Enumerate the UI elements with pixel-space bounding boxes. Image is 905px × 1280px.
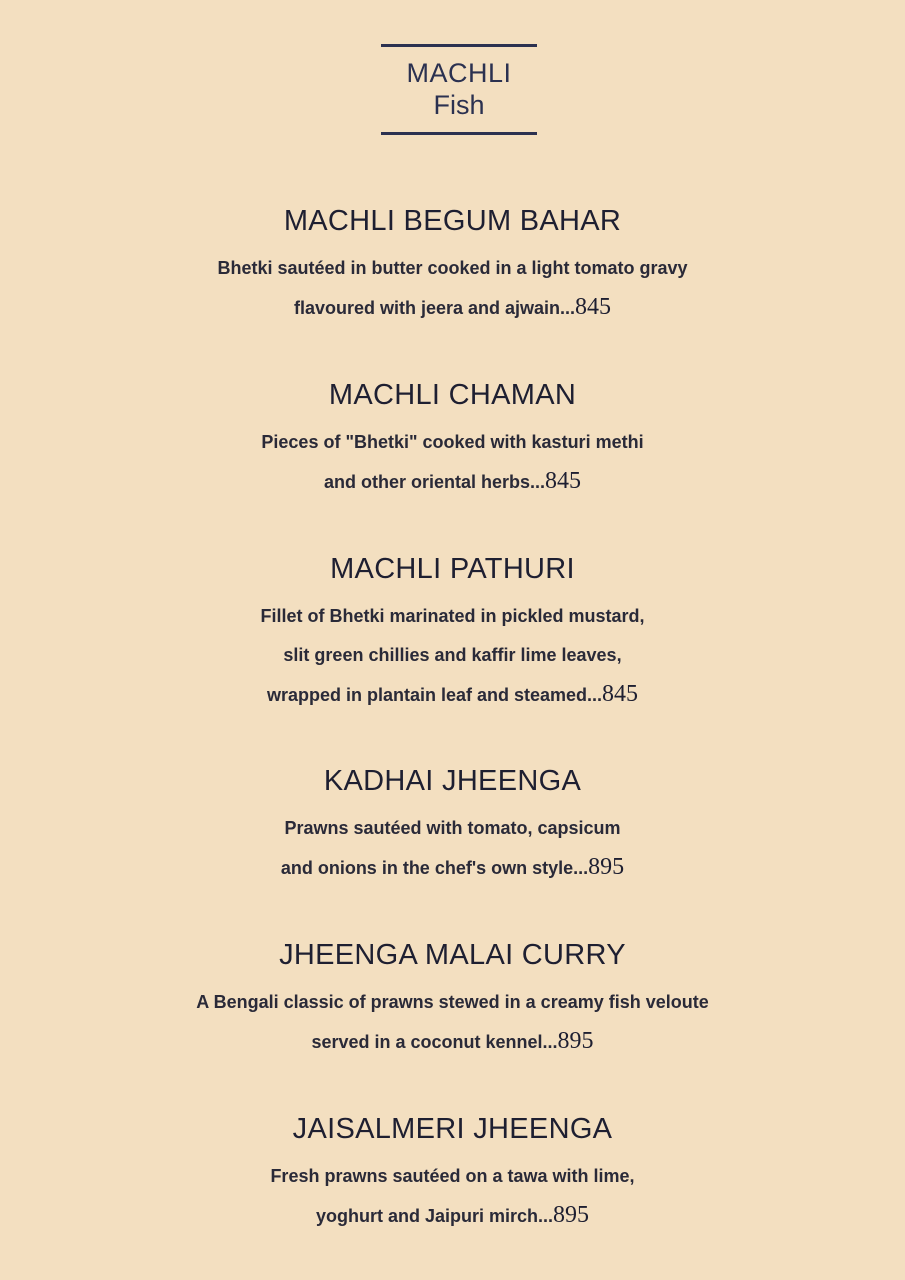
item-name: JAISALMERI JHEENGA	[292, 1113, 613, 1145]
desc-line: served in a coconut kennel...	[311, 1032, 558, 1052]
item-price: 845	[545, 468, 582, 494]
header-bottom-rule	[381, 132, 537, 135]
desc-line-with-price	[0, 675, 905, 715]
item-description	[0, 423, 905, 502]
desc-line-with-price	[0, 288, 905, 328]
menu-item	[0, 203, 905, 328]
menu-item	[0, 377, 905, 502]
menu-item	[0, 551, 905, 715]
item-price: 845	[575, 294, 612, 320]
desc-line: Prawns sautéed with tomato, capsicum	[284, 818, 621, 838]
desc-line: Fillet of Bhetki marinated in pickled mustard,	[260, 606, 645, 626]
section-header	[381, 44, 537, 135]
menu-item	[0, 1111, 905, 1236]
item-price: 895	[557, 1028, 594, 1054]
item-name: MACHLI CHAMAN	[328, 379, 577, 411]
desc-line-with-price	[0, 462, 905, 502]
desc-line-with-price	[0, 1196, 905, 1236]
section-title: MACHLI	[406, 58, 512, 88]
item-name: MACHLI BEGUM BAHAR	[283, 205, 622, 237]
desc-line: and other oriental herbs...	[323, 472, 546, 492]
item-price: 845	[602, 681, 639, 707]
desc-line: Pieces of "Bhetki" cooked with kasturi methi	[261, 432, 644, 452]
item-price: 895	[553, 1202, 590, 1228]
desc-line: and onions in the chef's own style...	[280, 858, 589, 878]
item-name: JHEENGA MALAI CURRY	[279, 939, 626, 971]
item-price: 895	[588, 854, 625, 880]
menu-item	[0, 763, 905, 888]
desc-line-with-price	[0, 1022, 905, 1062]
desc-line: Bhetki sautéed in butter cooked in a light tomato gravy	[217, 258, 688, 278]
item-name: KADHAI JHEENGA	[323, 765, 582, 797]
header-top-rule	[381, 44, 537, 47]
desc-line: slit green chillies and kaffir lime leaves,	[283, 645, 622, 665]
item-description	[0, 597, 905, 715]
desc-line: wrapped in plantain leaf and steamed...	[266, 685, 603, 705]
item-description	[0, 983, 905, 1062]
desc-line-with-price	[0, 848, 905, 888]
item-description	[0, 249, 905, 328]
item-description	[0, 1157, 905, 1236]
item-name: MACHLI PATHURI	[330, 553, 575, 585]
desc-line: yoghurt and Jaipuri mirch...	[315, 1206, 554, 1226]
desc-line: A Bengali classic of prawns stewed in a creamy fish veloute	[196, 992, 709, 1012]
desc-line: Fresh prawns sautéed on a tawa with lime,	[270, 1166, 635, 1186]
section-subtitle: Fish	[433, 90, 485, 120]
item-description	[0, 809, 905, 888]
menu-item	[0, 937, 905, 1062]
desc-line: flavoured with jeera and ajwain...	[293, 298, 576, 318]
